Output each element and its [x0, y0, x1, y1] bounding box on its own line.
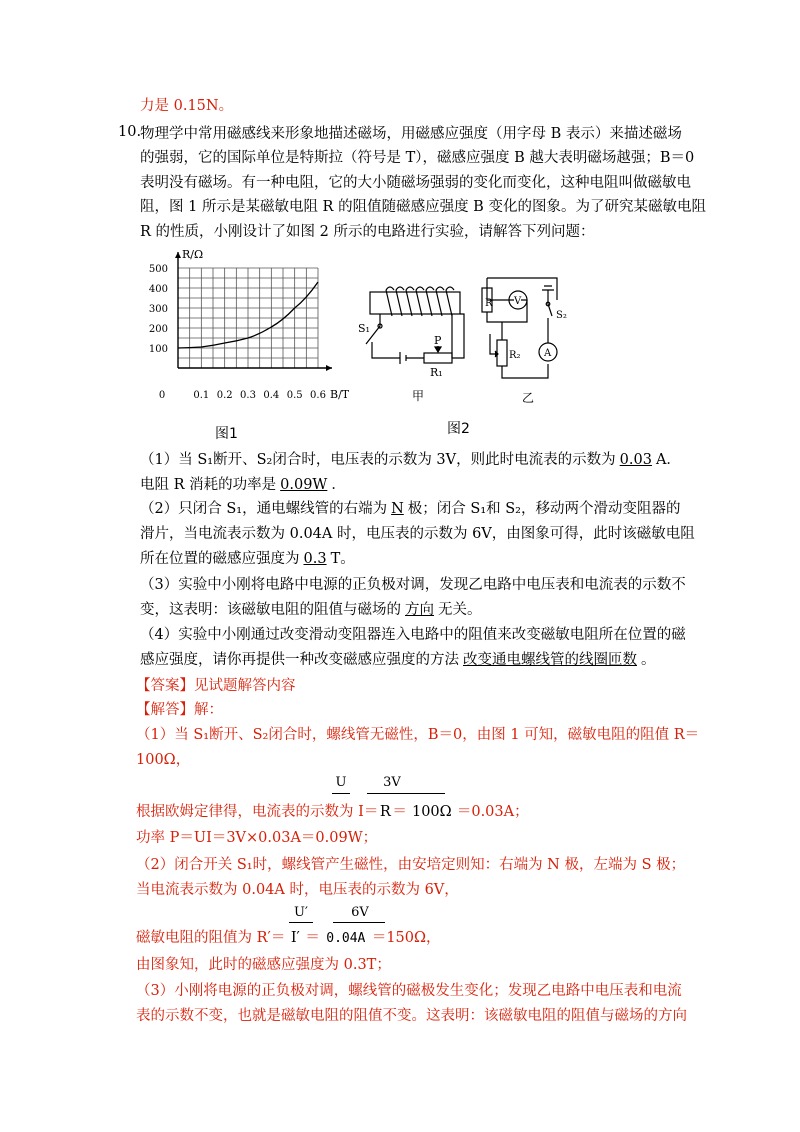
- resistance-vs-field-chart: [130, 248, 350, 408]
- ohm-law-text: 根据欧姆定律得，电流表的示数为 I＝: [136, 804, 379, 820]
- stem-line-5: R 的性质，小刚设计了如图 2 所示的电路进行实验，请解答下列问题：: [140, 224, 595, 240]
- part-1-answer-power: 0.09W: [280, 477, 328, 493]
- coil-wires: [386, 290, 452, 316]
- part-4-text-c: 。: [641, 652, 656, 668]
- frac1-equals: ＝: [392, 804, 407, 820]
- y-tick-label: 500: [148, 264, 168, 275]
- solution-1-line-3: [136, 802, 529, 822]
- part-1-text-c: 电阻 R 消耗的功率是: [140, 477, 277, 493]
- x-tick-label: 0: [158, 390, 166, 401]
- frac1-denominator-left: R: [379, 804, 391, 820]
- x-tick-label: 0.3: [240, 390, 256, 401]
- part-1-answer-current: 0.03: [619, 452, 652, 468]
- part-1-line-2: [140, 475, 346, 495]
- solenoid-core: [370, 292, 460, 314]
- y-tick-label: 400: [148, 284, 168, 295]
- figure-2-caption: 图2: [447, 421, 470, 437]
- frac2-bar-left: [289, 922, 313, 923]
- part-1-text-a: （1）当 S₁断开、S₂闭合时，电压表的示数为 3V，则此时电流表的示数为: [140, 452, 616, 468]
- solution-3-line-2: 表的示数不变，也就是磁敏电阻的阻值不变。这表明：该磁敏电阻的阻值与磁场的方向: [136, 1008, 687, 1024]
- part-3-text-b: 变，这表明：该磁敏电阻的阻值与磁场的: [140, 602, 401, 618]
- label-s2: S₂: [556, 310, 567, 321]
- part-3-answer: 方向: [405, 602, 434, 618]
- y-axis-arrow: [175, 252, 181, 258]
- x-axis-label: B/T: [330, 388, 350, 401]
- part-4-answer: 改变通电螺线管的线圈匝数: [463, 652, 637, 668]
- part-2-line-3: [140, 549, 355, 569]
- solution-2-line-1: （2）闭合开关 S₁时，螺线管产生磁性，由安培定则知：右端为 N 极，左端为 S 极；: [136, 857, 686, 873]
- part-2-text-a: （2）只闭合 S₁，通电螺线管的右端为: [140, 501, 388, 517]
- part-2-answer-field: 0.3: [303, 551, 327, 567]
- part-3-text-c: 无关。: [438, 602, 482, 618]
- y-tick-label: 300: [148, 304, 168, 315]
- magnetoresistor-circuit: [482, 278, 557, 378]
- y-axis-label: R/Ω: [182, 248, 204, 261]
- part-2-answer-pole: N: [391, 501, 404, 517]
- rheostat-r1: [424, 353, 452, 363]
- solution-3-line-1: （3）小刚将电源的正负极对调，螺线管的磁极发生变化；发现乙电路中电压表和电流: [136, 983, 682, 999]
- resistance-result: ＝150Ω，: [371, 930, 441, 946]
- answer-tag: 【答案】见试题解答内容: [136, 678, 296, 694]
- frac2-numerator-left: U′: [294, 905, 308, 920]
- slider-arrow: [435, 347, 441, 352]
- stem-line-1: 物理学中常用磁感线来形象地描述磁场，用磁感应强度（用字母 B 表示）来描述磁场: [140, 126, 682, 142]
- frac2-denominator-right: 0.04A: [326, 931, 366, 946]
- label-a: A: [544, 348, 552, 359]
- label-r1: R₁: [430, 366, 443, 379]
- x-tick-label: 0.2: [216, 390, 233, 401]
- stem-line-2: 的强弱，它的国际单位是特斯拉（符号是 T），磁感应强度 B 越大表明磁场越强；B＝0: [140, 150, 695, 166]
- solution-2-line-2: 当电流表示数为 0.04A 时，电压表的示数为 6V，: [136, 882, 459, 898]
- part-2-text-d: 所在位置的磁感应强度为: [140, 551, 300, 567]
- part-1-line-1: [140, 450, 681, 470]
- x-tick-label: 0.5: [286, 390, 303, 401]
- battery-2: [542, 286, 554, 290]
- y-tick-label: 100: [148, 344, 168, 355]
- rheostat-r2: [497, 340, 507, 366]
- solution-1-line-2: 100Ω，: [136, 752, 191, 768]
- label-yi: 乙: [522, 391, 535, 405]
- x-tick-label: 0.1: [193, 390, 210, 401]
- x-tick-label: 0.6: [310, 390, 326, 401]
- frac1-numerator-left: U: [335, 775, 347, 790]
- frac1-bar-right: [367, 793, 445, 794]
- question-number: 10.: [118, 124, 142, 140]
- solution-2-line-3: [136, 928, 441, 949]
- x-axis-arrow: [326, 365, 332, 371]
- solution-tag: 【解答】解：: [136, 702, 223, 718]
- frac2-denominator-left: I′: [290, 930, 300, 946]
- label-jia: 甲: [412, 389, 425, 403]
- stem-line-4: 阻，图 1 所示是某磁敏电阻 R 的阻值随磁感应强度 B 变化的图象。为了研究某磁敏电阻: [140, 199, 706, 215]
- stem-line-3: 表明没有磁场。有一种电阻，它的大小随磁场强弱的变化而变化，这种电阻叫做磁敏电: [140, 175, 691, 191]
- frac2-equals: ＝: [305, 930, 320, 946]
- solution-1-line-4: 功率 P＝UI＝3V×0.03A＝0.09W；: [136, 830, 378, 846]
- part-4-line-2: [140, 650, 656, 670]
- frac2-bar-right: [333, 922, 385, 923]
- coil-windings: [386, 287, 454, 290]
- label-r: R: [485, 298, 493, 309]
- switch-s1-wire: [366, 314, 400, 358]
- x-tick-label: 0.4: [263, 390, 280, 401]
- part-2-line-2: 滑片，当电流表示数为 0.04A 时，电压表的示数为 6V，由图象可得，此时该磁敏电阻: [140, 526, 695, 542]
- frac1-denominator-right: 100Ω: [411, 804, 452, 820]
- y-tick-label: 200: [148, 324, 168, 335]
- current-result: ＝0.03A；: [456, 804, 529, 820]
- resistance-text: 磁敏电阻的阻值为 R′＝: [136, 930, 286, 946]
- frac2-numerator-right: 6V: [351, 905, 369, 920]
- label-p: P: [434, 334, 442, 347]
- label-v: V: [514, 296, 522, 307]
- solenoid-circuit: [366, 287, 464, 364]
- solution-2-line-4: 由图象知，此时的磁感应强度为 0.3T；: [136, 957, 391, 973]
- previous-answer-line: 力是 0.15N。: [140, 98, 234, 114]
- circuit-diagram: [352, 270, 582, 410]
- frac1-bar-left: [332, 793, 350, 794]
- frac1-numerator-right: 3V: [383, 775, 401, 790]
- figure-1-caption: 图1: [215, 426, 238, 442]
- solution-1-line-1: （1）当 S₁断开、S₂闭合时，螺线管无磁性，B＝0，由图 1 可知，磁敏电阻的阻值 R＝: [136, 727, 700, 743]
- part-1-text-b: A．: [655, 452, 681, 468]
- part-3-line-1: （3）实验中小刚将电路中电源的正负极对调，发现乙电路中电压表和电流表的示数不: [140, 577, 686, 593]
- part-3-line-2: [140, 600, 482, 620]
- part-2-line-1: [140, 499, 681, 519]
- part-1-text-d: ．: [331, 477, 346, 493]
- switch-s2: [548, 290, 552, 332]
- part-4-text-b: 感应强度，请你再提供一种改变磁感应强度的方法: [140, 652, 459, 668]
- label-r2: R₂: [509, 350, 521, 361]
- part-2-text-b: 极；闭合 S₁和 S₂，移动两个滑动变阻器的: [407, 501, 681, 517]
- label-s1: S₁: [358, 322, 370, 335]
- part-2-text-e: T。: [330, 551, 355, 567]
- battery-symbol: [400, 352, 406, 364]
- part-4-line-1: （4）实验中小刚通过改变滑动变阻器连入电路中的阻值来改变磁敏电阻所在位置的磁: [140, 627, 686, 643]
